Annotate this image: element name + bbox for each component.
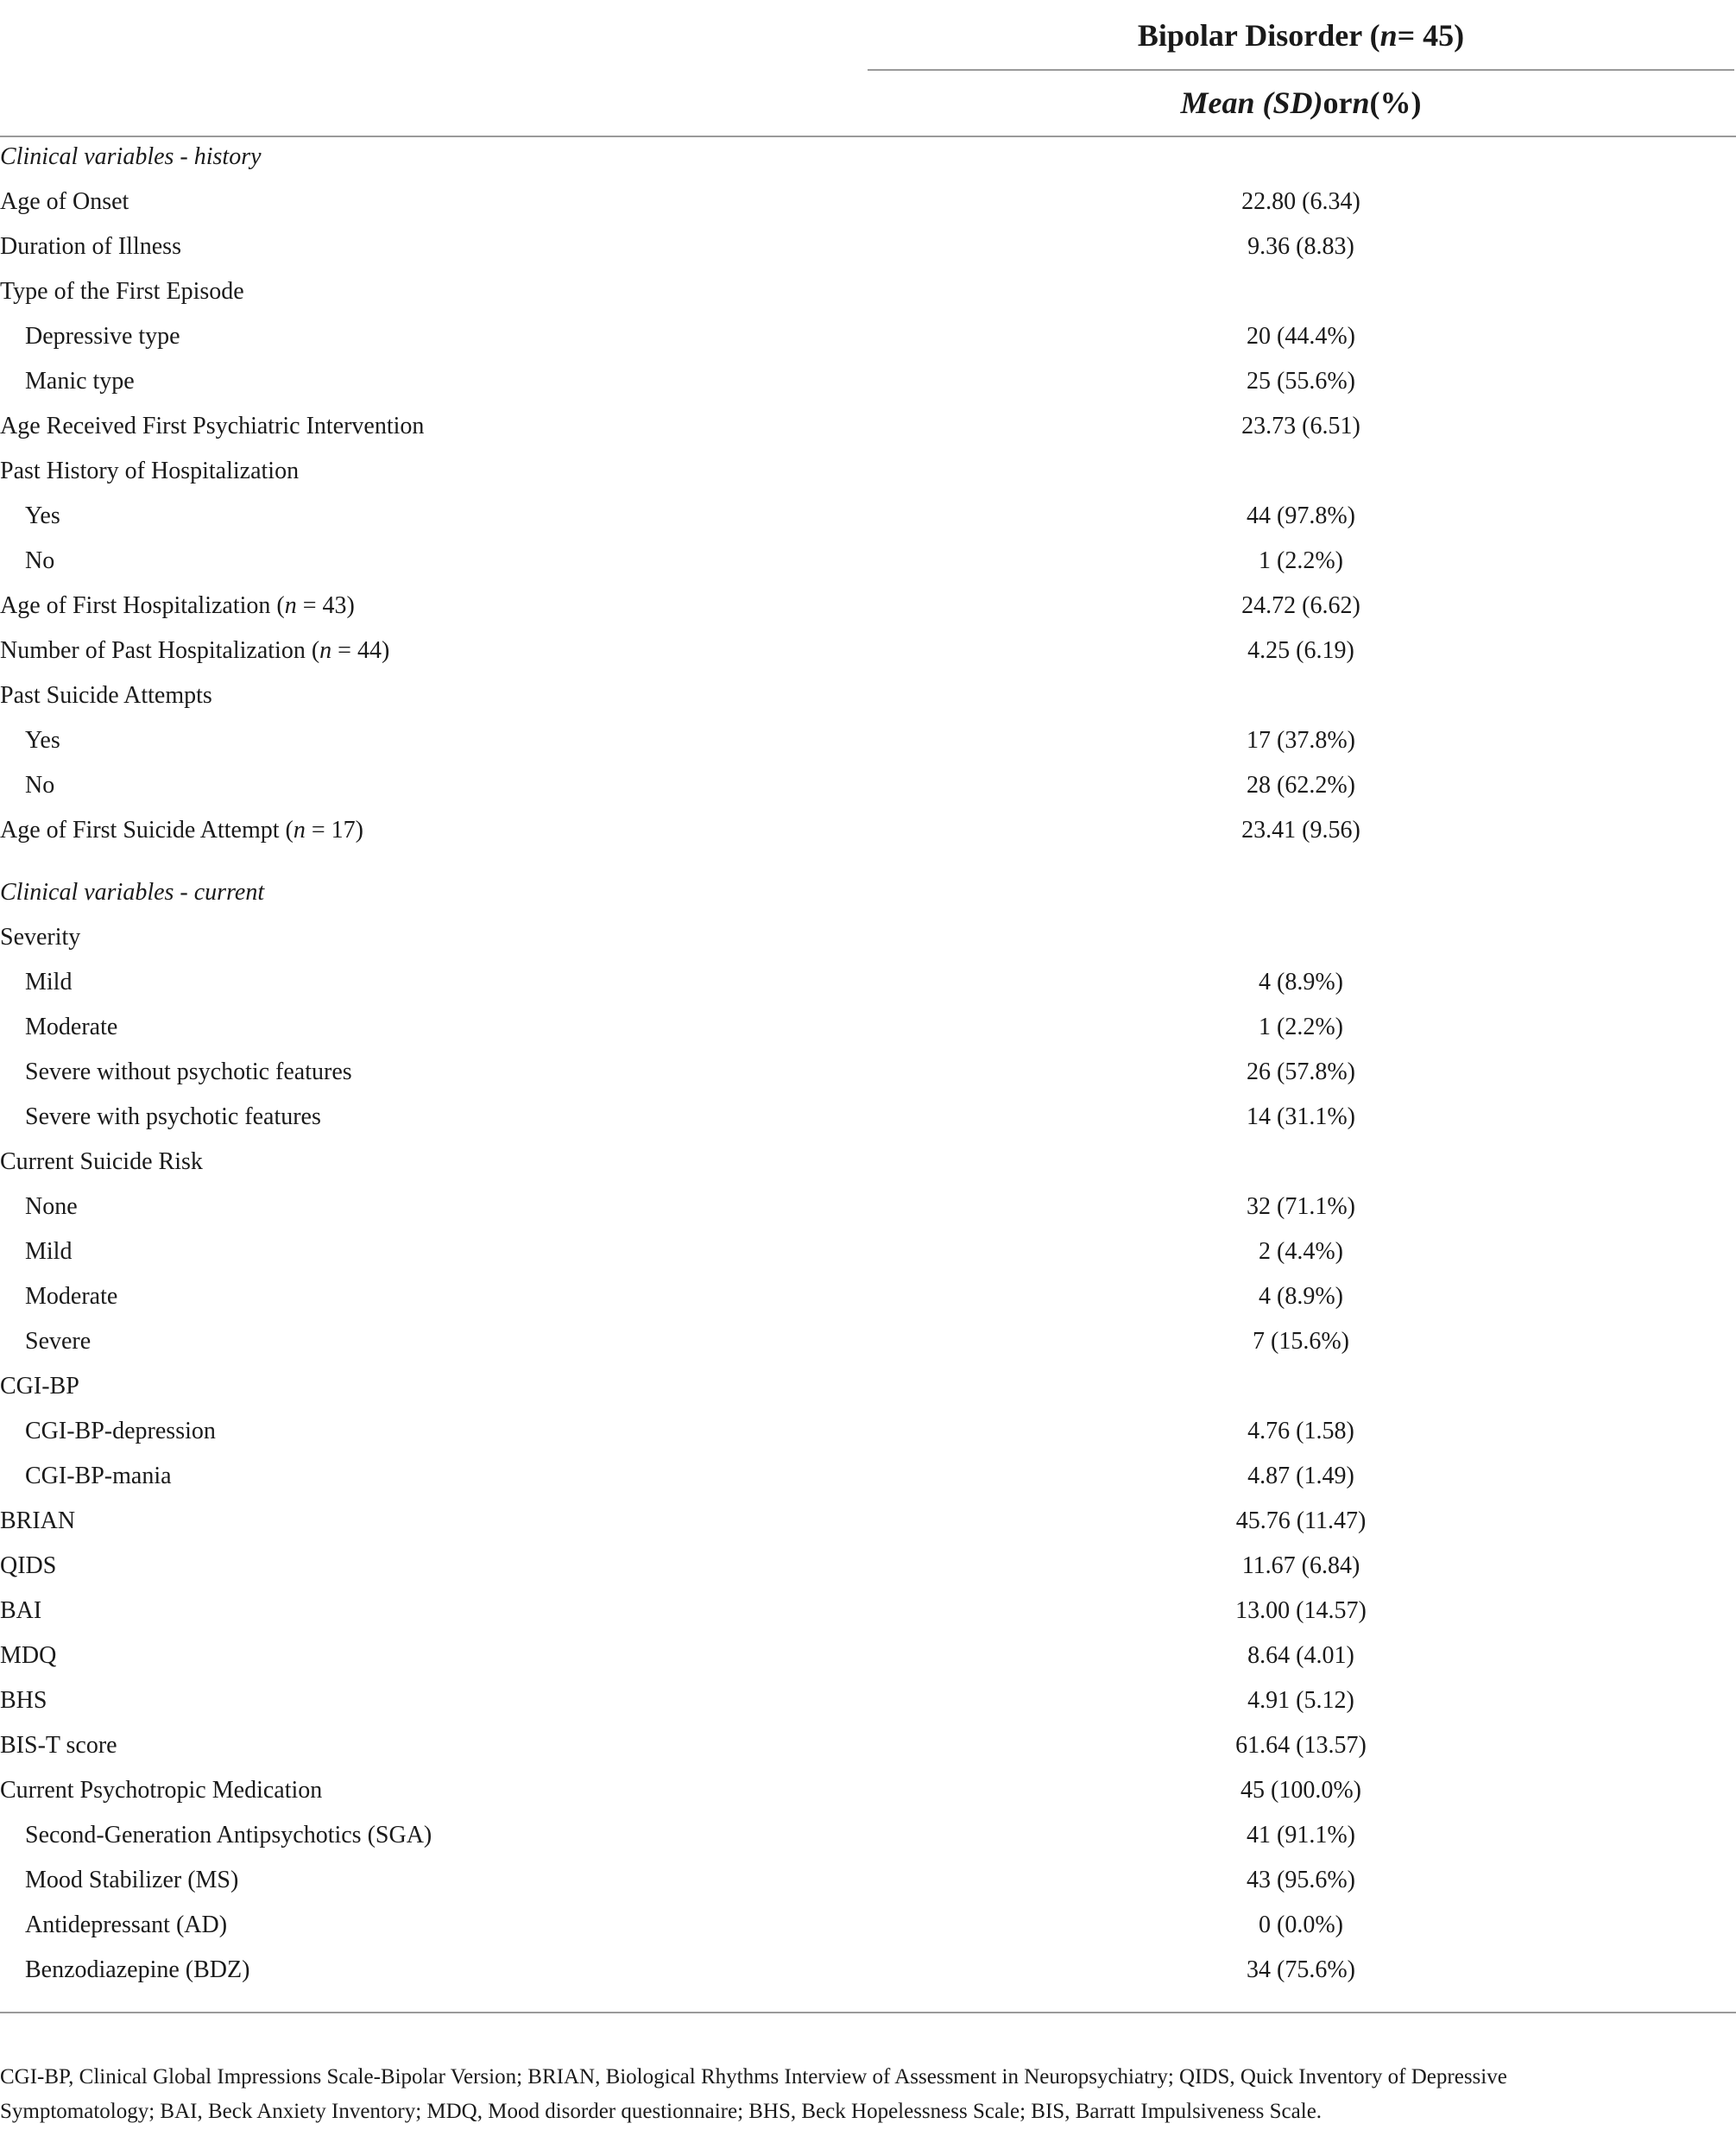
section-row: [0, 872, 1736, 917]
table-bottom-rule: [0, 2012, 1736, 2013]
row-label: [0, 817, 363, 844]
row-label-text: Clinical variables - current: [0, 879, 265, 906]
group-n-symbol: n: [1379, 18, 1398, 53]
row-label: [25, 1059, 352, 1086]
table-row: [0, 675, 1736, 720]
row-label-text: Antidepressant (AD): [25, 1912, 228, 1938]
table-row: [0, 316, 1736, 361]
row-value: 22.80 (6.34): [1241, 188, 1360, 215]
row-label-n-value: = 43): [296, 592, 355, 619]
row-label-n-value: = 44): [331, 637, 390, 664]
row-value: 4.87 (1.49): [1247, 1463, 1354, 1489]
table-row: [0, 361, 1736, 406]
row-label-text: Second-Generation Antipsychotics (SGA): [25, 1822, 432, 1848]
row-label-text: Yes: [25, 727, 60, 754]
row-label-text: Current Psychotropic Medication: [0, 1777, 323, 1804]
row-label-text: Age of Onset: [0, 188, 129, 215]
row-label: [25, 1103, 321, 1131]
row-value: 45 (100.0%): [1240, 1777, 1361, 1804]
row-value: 1 (2.2%): [1259, 547, 1343, 574]
row-label-text: Moderate: [25, 1014, 118, 1040]
row-label-text: BIS-T score: [0, 1732, 117, 1759]
stat-mean-sd: Mean (SD): [1180, 85, 1323, 120]
table-row: [0, 1590, 1736, 1635]
table-row: [0, 917, 1736, 962]
row-label-text: Age of First Suicide Attempt (: [0, 817, 294, 844]
row-label: [25, 1014, 117, 1041]
row-label-text: Severity: [0, 924, 81, 951]
section-row: [0, 136, 1736, 181]
row-label: [25, 323, 180, 351]
row-label-text: Duration of Illness: [0, 233, 181, 260]
row-label-text: Past History of Hospitalization: [0, 458, 300, 484]
row-label: [0, 233, 181, 261]
row-label-text: BAI: [0, 1597, 42, 1624]
table-row: [0, 1950, 1736, 1994]
table-row: [0, 1545, 1736, 1590]
table-row: [0, 1141, 1736, 1186]
row-label: [25, 502, 60, 530]
row-label: [25, 1418, 216, 1445]
table-row: [0, 720, 1736, 765]
row-value: 11.67 (6.84): [1241, 1552, 1360, 1579]
row-label-text: MDQ: [0, 1642, 57, 1669]
row-label-text: Severe: [25, 1328, 92, 1355]
row-label: [0, 413, 424, 440]
row-label: [0, 458, 299, 485]
row-label: [0, 188, 129, 216]
row-label-text: CGI-BP-mania: [25, 1463, 172, 1489]
row-value: 45.76 (11.47): [1235, 1507, 1367, 1534]
row-label: [0, 278, 244, 306]
row-label-text: Past Suicide Attempts: [0, 682, 212, 709]
row-value: 23.73 (6.51): [1241, 413, 1360, 439]
row-label-text: Moderate: [25, 1283, 118, 1310]
table-row: [0, 181, 1736, 226]
row-label-text: BRIAN: [0, 1507, 76, 1534]
table-row: [0, 406, 1736, 451]
row-label: [25, 1328, 91, 1356]
table-row: [0, 1905, 1736, 1950]
table-row: [0, 585, 1736, 630]
table-row: [0, 765, 1736, 810]
row-value: 2 (4.4%): [1259, 1238, 1343, 1265]
row-label: [0, 1373, 79, 1400]
table-row: [0, 1366, 1736, 1411]
row-value: 8.64 (4.01): [1247, 1642, 1354, 1669]
row-label: [25, 1822, 432, 1849]
row-label: [25, 1867, 238, 1894]
row-value: 24.72 (6.62): [1241, 592, 1360, 619]
row-label-text: Depressive type: [25, 323, 180, 350]
row-value: 44 (97.8%): [1247, 502, 1355, 529]
row-label-text: CGI-BP: [0, 1373, 79, 1400]
table-row: [0, 1725, 1736, 1770]
row-value: 4.91 (5.12): [1247, 1687, 1354, 1714]
column-group-header: [868, 9, 1734, 62]
row-label: [25, 969, 72, 996]
row-label-text: Mild: [25, 1238, 73, 1265]
table-row: [0, 1411, 1736, 1456]
row-label: [0, 637, 389, 665]
row-label-text: Benzodiazepine (BDZ): [25, 1956, 250, 1983]
row-label-text: CGI-BP-depression: [25, 1418, 216, 1444]
row-label: [25, 1238, 72, 1266]
row-value: 14 (31.1%): [1247, 1103, 1355, 1130]
row-value: 25 (55.6%): [1247, 368, 1355, 395]
row-label-text: BHS: [0, 1687, 47, 1714]
section-label: [0, 879, 264, 907]
table-row: [0, 451, 1736, 496]
row-value: 32 (71.1%): [1247, 1193, 1355, 1220]
table-row: [0, 1770, 1736, 1815]
table-row: [0, 226, 1736, 271]
row-label: [0, 592, 355, 620]
row-label: [0, 1642, 56, 1670]
row-value: 7 (15.6%): [1253, 1328, 1349, 1355]
row-label: [0, 1552, 56, 1580]
table-row: [0, 1635, 1736, 1680]
row-label-text: Age of First Hospitalization (: [0, 592, 285, 619]
row-value: 17 (37.8%): [1247, 727, 1355, 754]
stat-pct: (%): [1369, 85, 1422, 120]
row-label: [0, 1777, 322, 1804]
row-label-text: Severe without psychotic features: [25, 1059, 352, 1085]
group-n-value: = 45): [1397, 18, 1465, 53]
table-row: [0, 540, 1736, 585]
table-row: [0, 1815, 1736, 1860]
row-label-n-value: = 17): [305, 817, 363, 844]
row-value: 26 (57.8%): [1247, 1059, 1355, 1085]
table-row: [0, 496, 1736, 540]
row-value: 28 (62.2%): [1247, 772, 1355, 799]
row-value: 34 (75.6%): [1247, 1956, 1355, 1983]
row-label-text: Number of Past Hospitalization (: [0, 637, 320, 664]
row-label: [0, 1507, 75, 1535]
row-label-text: Age Received First Psychiatric Intervention: [0, 413, 425, 439]
row-label: [25, 1283, 117, 1311]
group-title: Bipolar Disorder (: [1137, 18, 1380, 53]
row-value: 9.36 (8.83): [1247, 233, 1354, 260]
table-footnote: CGI-BP, Clinical Global Impressions Scale-Bipolar Version; BRIAN, Biological Rhythms Interview of Assessment in Neuropsychiatry; QIDS, Quick Inventory of Depressive Symptomatology; BAI, Beck Anxiety Inventory; MDQ, Mood disorder questionnaire; BHS, Beck Hopelessness Scale; BIS, Barratt Impulsiveness Scale.: [0, 2065, 1507, 2123]
row-label: [0, 1687, 47, 1715]
row-label-text: Current Suicide Risk: [0, 1148, 203, 1175]
row-label-text: Yes: [25, 502, 60, 529]
row-label-text: No: [25, 772, 55, 799]
row-label-text: Clinical variables - history: [0, 143, 262, 170]
table-row: [0, 630, 1736, 675]
row-label-text: No: [25, 547, 55, 574]
stat-n-symbol: n: [1352, 85, 1370, 120]
table-row: [0, 1096, 1736, 1141]
row-value: 1 (2.2%): [1259, 1014, 1343, 1040]
table-row: [0, 1007, 1736, 1052]
row-value: 41 (91.1%): [1247, 1822, 1355, 1848]
table-row: [0, 962, 1736, 1007]
row-label: [0, 1597, 41, 1625]
table-row: [0, 1860, 1736, 1905]
table-row: [0, 271, 1736, 316]
row-label: [0, 682, 212, 710]
table-row: [0, 1276, 1736, 1321]
row-label-text: Manic type: [25, 368, 135, 395]
row-value: 4.76 (1.58): [1247, 1418, 1354, 1444]
row-label: [0, 924, 80, 951]
group-header-rule: [868, 69, 1734, 71]
row-label-n-symbol: n: [284, 592, 297, 619]
row-label: [25, 1193, 78, 1221]
row-label-text: QIDS: [0, 1552, 57, 1579]
row-value: 4.25 (6.19): [1247, 637, 1354, 664]
row-label: [25, 1463, 172, 1490]
row-label-text: Mood Stabilizer (MS): [25, 1867, 239, 1893]
row-value: 20 (44.4%): [1247, 323, 1355, 350]
row-label-text: Mild: [25, 969, 73, 995]
table-row: [0, 1321, 1736, 1366]
row-value: 4 (8.9%): [1259, 1283, 1343, 1310]
row-label: [0, 1732, 117, 1760]
row-label: [25, 1956, 249, 1984]
row-label: [0, 1148, 203, 1176]
row-label: [25, 772, 54, 799]
row-label-n-symbol: n: [319, 637, 332, 664]
row-label: [25, 547, 54, 575]
table-row: [0, 1231, 1736, 1276]
row-label-text: None: [25, 1193, 78, 1220]
row-value: 23.41 (9.56): [1241, 817, 1360, 844]
row-value: 4 (8.9%): [1259, 969, 1343, 995]
row-label: [25, 1912, 227, 1939]
row-label-n-symbol: n: [293, 817, 306, 844]
stat-or: or: [1323, 85, 1353, 120]
row-value: 43 (95.6%): [1247, 1867, 1355, 1893]
table-row: [0, 1052, 1736, 1096]
row-value: 0 (0.0%): [1259, 1912, 1343, 1938]
row-label-text: Type of the First Episode: [0, 278, 244, 305]
table-row: [0, 1456, 1736, 1501]
row-value: 13.00 (14.57): [1235, 1597, 1367, 1624]
row-label-text: Severe with psychotic features: [25, 1103, 321, 1130]
section-label: [0, 143, 262, 171]
table-row: [0, 1186, 1736, 1231]
table-body: [0, 136, 1736, 1994]
table-row: [0, 1680, 1736, 1725]
row-label: [25, 368, 135, 395]
row-label: [25, 727, 60, 755]
table-row: [0, 810, 1736, 855]
table-row: [0, 1501, 1736, 1545]
row-value: 61.64 (13.57): [1235, 1732, 1367, 1759]
stat-column-header: [868, 76, 1734, 130]
